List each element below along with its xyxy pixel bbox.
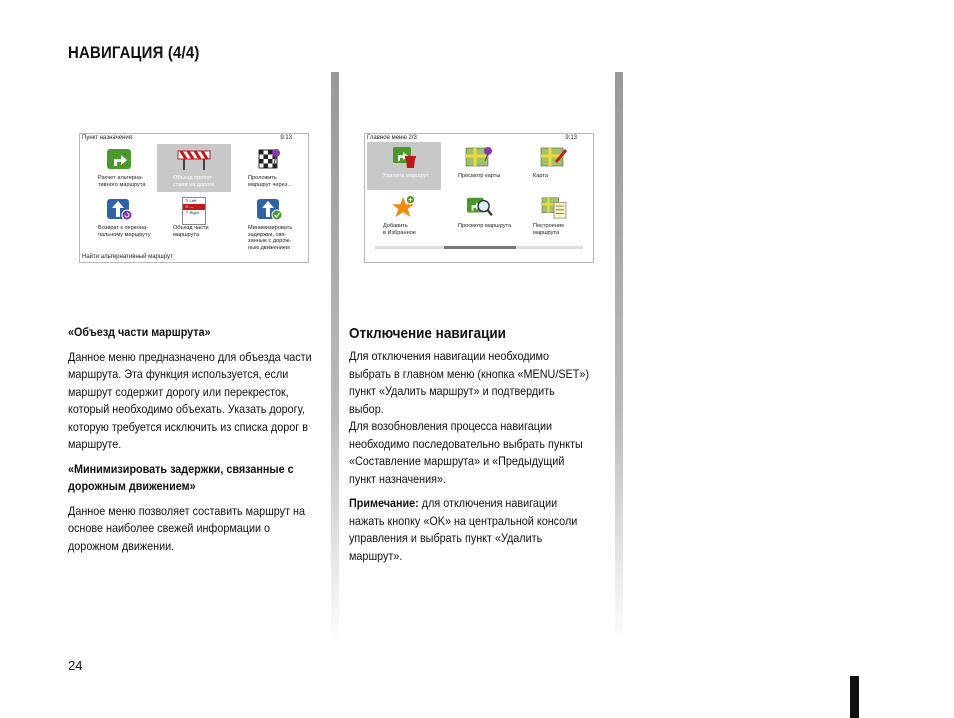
note-paragraph [349, 495, 592, 565]
nav-screen-main-menu-2 [364, 133, 594, 263]
route-list-icon: ↰ Left ✕ — ↱ Right [182, 197, 206, 225]
note-text: для отключения навигации нажать кнопку «OK» на центральной консоли управления и выбрать пункт «Удалить маршрут». [349, 496, 578, 563]
road-barrier-icon [177, 147, 211, 171]
tile-label: Возврат к первона- чальному маршруту [98, 225, 151, 238]
tile-view-map[interactable] [442, 142, 516, 190]
tile-plan-route[interactable] [517, 192, 591, 240]
route-list-left: Left [189, 198, 197, 203]
blue-arrow-return-icon [105, 197, 133, 221]
tile-label: Удалить маршрут [383, 173, 429, 179]
tile-label: Добавить в Избранное [383, 223, 416, 236]
tile-label: Объезд препят- ствия на дороге [173, 175, 215, 188]
tile-label: Минимизировать задержки, свя- занные с дорож- ным движением [248, 225, 293, 251]
page-title: НАВИГАЦИЯ (4/4) [68, 43, 200, 62]
tile-avoid-part-of-route[interactable] [157, 194, 231, 242]
section-body-minimize-delays: Данное меню позволяет составить маршрут на основе наиболее свежей информации о дорожном движении. [68, 503, 305, 553]
page-number: 24 [68, 658, 83, 673]
tile-alternative-route[interactable] [82, 144, 156, 192]
tile-route-via[interactable] [232, 144, 306, 192]
green-arrow-icon [105, 147, 133, 171]
tile-map[interactable] [517, 142, 591, 190]
screen-header-title: Пункт назначения: [82, 135, 134, 141]
screen-clock: 9:13 [565, 135, 577, 141]
tile-label: Объезд части маршрута [173, 225, 209, 238]
page-edge-tab [850, 676, 859, 718]
tile-delete-route[interactable] [367, 142, 441, 190]
note-label: Примечание: [349, 496, 419, 510]
route-build-icon [539, 195, 569, 219]
tile-label: Проложить маршрут через... [248, 175, 292, 188]
tile-label: Построение маршрута [533, 223, 565, 236]
menu-page-indicator [375, 246, 583, 249]
section-heading-disable-navigation: Отключение навигации [349, 325, 506, 342]
map-edit-icon [539, 145, 569, 169]
tile-label: Карта [533, 173, 548, 179]
tile-label: Просмотр карты [458, 173, 501, 179]
blue-arrow-check-icon [255, 197, 283, 221]
tile-minimize-traffic-delays[interactable] [232, 194, 306, 251]
route-list-right: Right [189, 210, 199, 215]
section-heading-minimize-delays: «Минимизировать задержки, связанные с дорожным движением» [68, 461, 294, 493]
delete-route-icon [390, 145, 418, 169]
screen-footer: Найти альтернативный маршрут [82, 254, 173, 260]
column-divider-left [331, 72, 339, 642]
screen-clock: 9:13 [280, 135, 292, 141]
tile-label: Расчет альтерна- тивного маршрута [98, 175, 146, 188]
tile-avoid-roadblock[interactable] [157, 144, 231, 192]
tile-return-original-route[interactable] [82, 194, 156, 242]
left-column-text [68, 324, 316, 555]
column-divider-right [615, 72, 623, 642]
disable-navigation-body: Для отключения навигации необходимо выбрать в главном меню (кнопка «MENU/SET») пункт «Удалить маршрут» и подтвердить выбор. [349, 349, 589, 416]
right-column-text [349, 348, 592, 565]
tile-add-favorite[interactable] [367, 192, 441, 240]
route-magnifier-icon [464, 195, 494, 219]
screen-header-title: Главное меню 2/3 [367, 135, 417, 141]
map-pin-icon [464, 145, 494, 169]
screen-header [82, 135, 306, 143]
menu-page-indicator-fill [444, 246, 517, 249]
tile-view-route[interactable] [442, 192, 516, 240]
tile-label: Просмотр маршрута [458, 223, 512, 229]
section-heading-avoid-part: «Объезд части маршрута» [68, 325, 211, 339]
section-body-avoid-part: Данное меню предназначено для объезда части маршрута. Эта функция используется, если маршрут содержит дорогу или перекресток, который необходимо объехать. Указать дорогу, которую требуется исключить из списка дорог в маршруте. [68, 349, 312, 451]
checkered-flag-pin-icon [255, 147, 283, 171]
nav-screen-alternative-route [79, 133, 309, 263]
resume-navigation-body: Для возобновления процесса навигации необходимо последовательно выбрать пункты «Составление маршрута» и «Предыдущий пункт назначения». [349, 419, 583, 486]
favorite-star-icon [390, 195, 418, 219]
